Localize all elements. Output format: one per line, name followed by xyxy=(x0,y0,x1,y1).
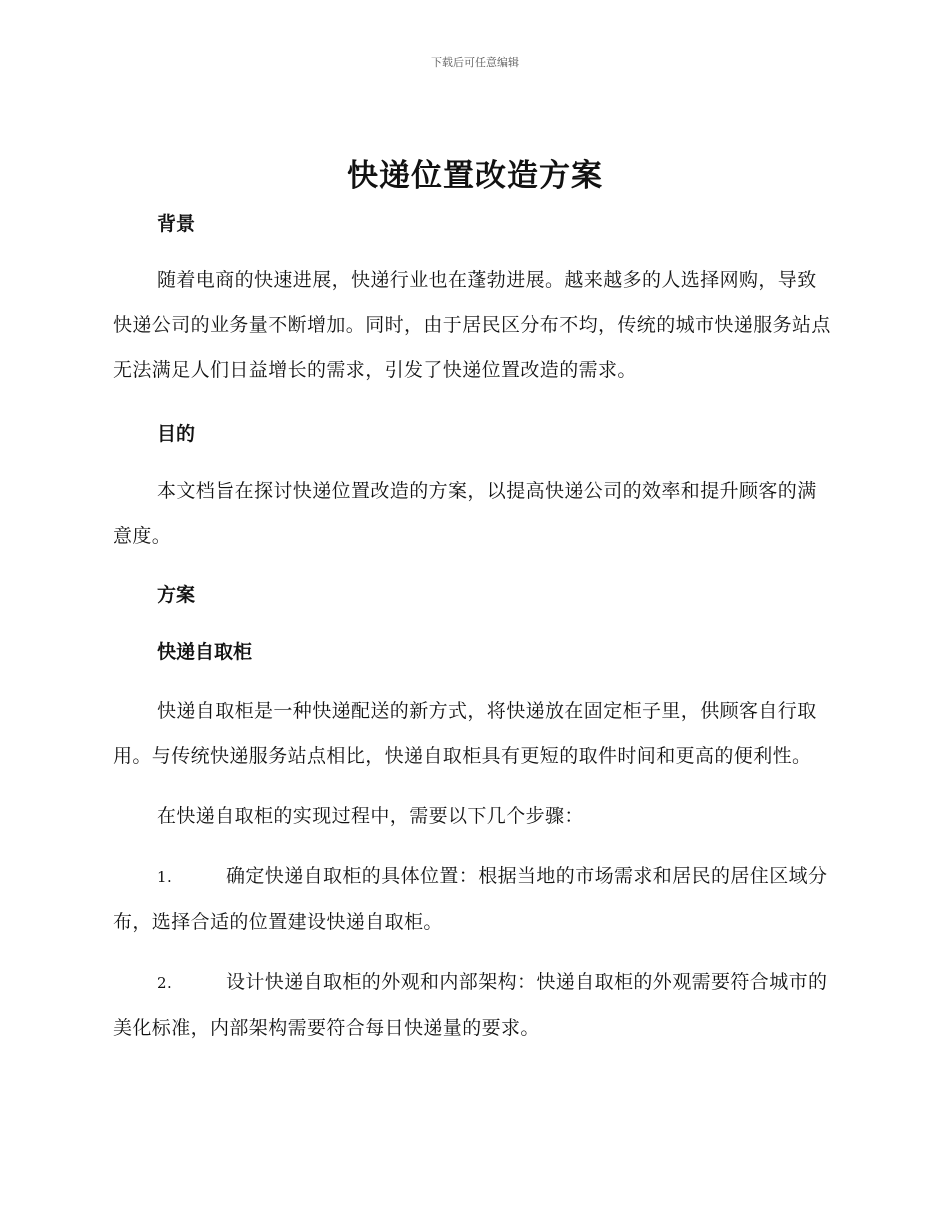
section-heading-purpose: 目的 xyxy=(157,423,196,445)
subsection-heading-locker: 快递自取柜 xyxy=(157,641,253,663)
list-number: 2. xyxy=(157,974,173,992)
locker-paragraph: 快递自取柜是一种快递配送的新方式，将快递放在固定柜子里，供顾客自行取用。与传统快递服务站点相比，快递自取柜具有更短的取件时间和更高的便利性。 xyxy=(113,700,817,767)
section-heading-background: 背景 xyxy=(157,213,196,235)
list-text: 设计快递自取柜的外观和内部架构：快递自取柜的外观需要符合城市的美化标准，内部架构需要符合每日快递量的要求。 xyxy=(113,971,828,1039)
list-number: 1. xyxy=(157,868,173,886)
page-header: 下载后可任意编辑 xyxy=(431,56,519,69)
document-body xyxy=(113,202,833,1051)
list-item xyxy=(113,854,833,945)
list-text: 确定快递自取柜的具体位置：根据当地的市场需求和居民的居住区域分布，选择合适的位置建设快递自取柜。 xyxy=(113,865,828,933)
list-item xyxy=(113,960,833,1051)
document-title: 快递位置改造方案 xyxy=(347,158,603,194)
background-paragraph: 随着电商的快速进展，快递行业也在蓬勃进展。越来越多的人选择网购，导致快递公司的业务量不断增加。同时，由于居民区分布不均，传统的城市快递服务站点无法满足人们日益增长的需求，引发了快递位置改造的需求。 xyxy=(113,269,831,381)
purpose-paragraph: 本文档旨在探讨快递位置改造的方案，以提高快递公司的效率和提升顾客的满意度。 xyxy=(113,480,817,547)
steps-intro-paragraph: 在快递自取柜的实现过程中，需要以下几个步骤： xyxy=(157,805,584,827)
section-heading-plan: 方案 xyxy=(157,584,196,606)
